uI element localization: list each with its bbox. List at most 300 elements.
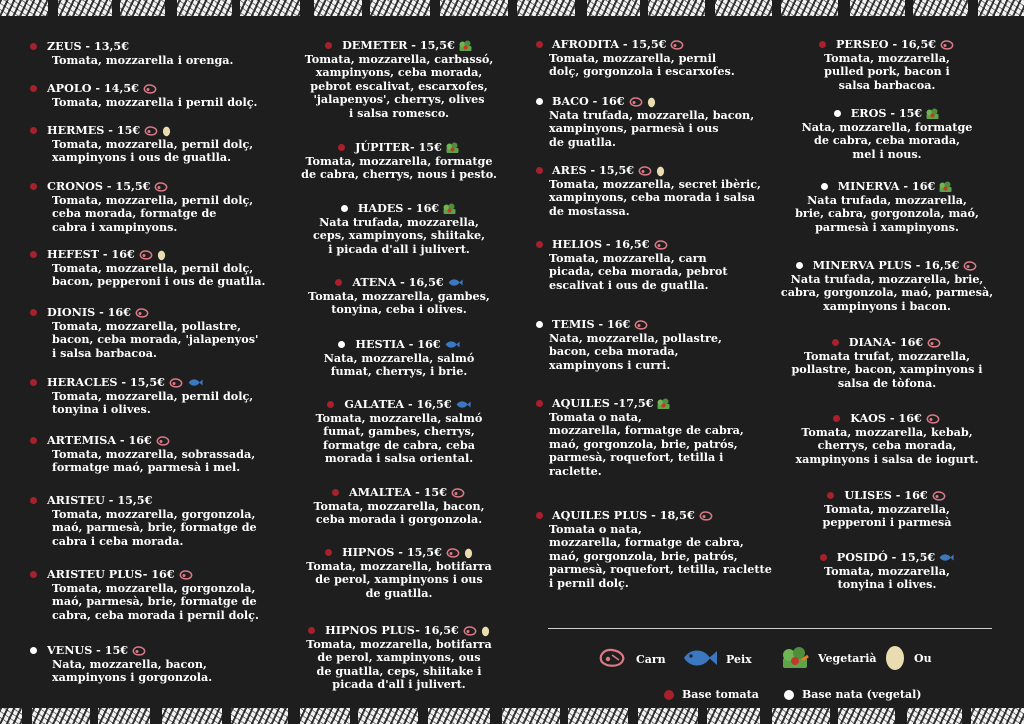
fish-icon <box>187 377 203 388</box>
description-line: de perol, xampinyons, ous <box>317 650 481 665</box>
description-line: i picada d'all i julivert. <box>328 241 470 256</box>
menu-item-description <box>284 290 514 317</box>
description-line: Tomata, mozzarella, pernil <box>549 50 717 65</box>
description-line: Tomata, mozzarella, gambes, <box>308 288 490 303</box>
menu-item-name: ARES - 15,5€ <box>552 163 635 177</box>
menu-item-description <box>770 121 1004 162</box>
description-line: Tomata, mozzarella, formatge <box>305 153 493 168</box>
menu-item-description <box>30 96 280 110</box>
cream-base-dot-icon <box>30 647 37 654</box>
description-line: Tomata, mozzarella, kebab, <box>801 424 973 439</box>
meat-icon <box>445 547 461 559</box>
menu-item <box>30 568 280 622</box>
menu-item-name: HERMES - 15€ <box>47 123 141 137</box>
menu-item-name: ARTEMISA - 16€ <box>47 433 152 447</box>
menu-item-header <box>30 124 280 138</box>
menu-item-description <box>30 658 280 685</box>
menu-item <box>284 398 514 466</box>
cream-base-dot-icon <box>834 110 841 117</box>
menu-item <box>30 180 280 234</box>
menu-item-header <box>284 624 514 638</box>
menu-item <box>770 336 1004 390</box>
description-line: pepperoni i parmesà <box>822 515 952 530</box>
menu-item <box>536 164 774 218</box>
description-line: i salsa barbacoa. <box>52 345 157 360</box>
description-line: Tomata o nata, <box>549 521 642 536</box>
description-line: Tomata, mozzarella, bacon, <box>313 498 485 513</box>
description-line: de cabra, cherrys, nous i pesto. <box>301 167 497 182</box>
description-line: maó, gorgonzola, brie, patrós, <box>549 436 738 451</box>
description-line: Nata, mozzarella, formatge <box>801 119 973 134</box>
description-line: de guatlla. <box>549 134 616 149</box>
description-line: salsa barbacoa. <box>838 77 936 92</box>
vegetables-icon <box>458 39 473 52</box>
description-line: xampinyons i gorgonzola. <box>52 670 213 685</box>
tomato-base-dot-icon <box>832 339 839 346</box>
menu-item-description <box>284 638 514 692</box>
menu-item-name: ARISTEU PLUS- 16€ <box>47 567 175 581</box>
menu-item-name: HEFEST - 16€ <box>47 247 135 261</box>
description-line: tonyina i olives. <box>52 402 151 417</box>
menu-item-description <box>770 194 1004 235</box>
menu-item-header <box>770 180 1004 194</box>
menu-item-name: ATENA - 16,5€ <box>352 275 444 289</box>
description-line: xampinyons i salsa de iogurt. <box>795 451 979 466</box>
description-line: xampinyons, ceba morada i salsa <box>549 190 755 205</box>
description-line: de guatlla, ceps, shiitake i <box>316 663 482 678</box>
menu-item-description <box>284 500 514 527</box>
tomato-base-dot-icon <box>325 42 332 49</box>
description-line: Tomata, mozzarella, salmó <box>315 410 483 425</box>
menu-item <box>536 95 774 149</box>
meat-icon <box>926 337 942 349</box>
description-line: Tomata, mozzarella, botifarra <box>306 558 492 573</box>
menu-item-header <box>30 306 280 320</box>
menu-item-header <box>536 164 774 178</box>
description-line: Tomata, mozzarella, <box>824 501 950 516</box>
menu-item-name: AQUILES PLUS - 18,5€ <box>552 508 695 522</box>
menu-item-name: HADES - 16€ <box>357 201 440 215</box>
menu-item-name: GALATEA - 16,5€ <box>344 397 452 411</box>
menu-item-header <box>30 82 280 96</box>
menu-item-name: AQUILES -17,5€ <box>552 396 654 410</box>
bottom-border-gaps <box>0 708 1024 724</box>
cream-base-dot-icon <box>796 262 803 269</box>
menu-item <box>770 551 1004 592</box>
menu-item-description <box>770 503 1004 530</box>
description-line: xampinyons i bacon. <box>823 298 951 313</box>
legend-cream-base-label: Base nata (vegetal) <box>802 688 922 701</box>
menu-item-description <box>284 216 514 257</box>
description-line: maó, parmesà, brie, formatge de <box>52 594 257 609</box>
description-line: maó, parmesà, brie, formatge de <box>52 520 257 535</box>
description-line: cabra i xampinyons. <box>52 219 178 234</box>
tomato-base-dot-icon <box>819 41 826 48</box>
description-line: Nata trufada, mozzarella, <box>319 214 479 229</box>
description-line: Tomata, mozzarella i pernil dolç. <box>52 94 258 109</box>
menu-item-name: PERSEO - 16,5€ <box>835 37 937 51</box>
description-line: de perol, xampinyons i ous <box>315 572 483 587</box>
description-line: bacon, ceba morada, 'jalapenyos' <box>52 332 259 347</box>
menu-item-name: MINERVA PLUS - 16,5€ <box>812 258 960 272</box>
menu-item <box>770 412 1004 466</box>
menu-item-name: CRONOS - 15,5€ <box>47 179 151 193</box>
description-line: formatge de cabra, ceba <box>323 437 475 452</box>
description-line: Tomata, mozzarella, pernil dolç, <box>52 136 254 151</box>
menu-item-header <box>284 486 514 500</box>
menu-item-name: JÚPITER- 15€ <box>355 140 442 154</box>
description-line: Tomata, mozzarella, <box>824 50 950 65</box>
menu-item-name: AFRODITA - 15,5€ <box>552 37 667 51</box>
description-line: Tomata, mozzarella, secret ibèric, <box>549 176 761 191</box>
description-line: Tomata, mozzarella, gorgonzola, <box>52 506 256 521</box>
description-line: Tomata, mozzarella, carn <box>549 250 707 265</box>
description-line: Tomata o nata, <box>549 409 642 424</box>
tomato-base-dot-icon <box>308 627 315 634</box>
description-line: bacon, ceba morada, <box>549 344 679 359</box>
menu-item <box>30 644 280 685</box>
menu-item <box>284 486 514 527</box>
menu-item-name: VENUS - 15€ <box>47 643 129 657</box>
menu-item-description <box>284 412 514 466</box>
menu-item <box>536 38 774 79</box>
menu-item-name: HELIOS - 16,5€ <box>552 237 650 251</box>
menu-item-header <box>770 38 1004 52</box>
legend-fish <box>680 646 752 673</box>
menu-item <box>30 306 280 360</box>
menu-item-header <box>30 376 280 390</box>
legend-tomato-base-label: Base tomata <box>682 688 759 701</box>
egg-icon <box>481 625 490 637</box>
legend-fish-label: Peix <box>726 653 752 666</box>
description-line: cabra, gorgonzola, maó, parmesà, <box>780 285 994 300</box>
description-line: xampinyons, ceba morada, <box>315 65 483 80</box>
legend-egg <box>884 642 932 675</box>
menu-item-header <box>284 338 514 352</box>
description-line: cabra i ceba morada. <box>52 533 184 548</box>
menu-item-header <box>284 202 514 216</box>
menu-item <box>30 124 280 165</box>
menu-item-name: HIPNOS PLUS- 16,5€ <box>325 623 459 637</box>
legend-meat <box>596 646 666 673</box>
menu-item-name: HERACLES - 15,5€ <box>47 375 165 389</box>
menu-item <box>30 434 280 475</box>
meat-icon <box>155 435 171 447</box>
menu-item-name: BACO - 16€ <box>552 94 625 108</box>
meat-icon <box>939 39 955 51</box>
egg-icon <box>656 165 665 177</box>
menu-item-name: ARISTEU - 15,5€ <box>47 493 153 507</box>
description-line: fumat, gambes, cherrys, <box>323 424 475 439</box>
description-line: xampinyons i curri. <box>549 357 671 372</box>
description-line: Tomata trufat, mozzarella, <box>803 348 971 363</box>
meat-icon <box>669 39 685 51</box>
menu-item <box>30 40 280 67</box>
menu-item <box>284 624 514 692</box>
meat-icon <box>134 307 150 319</box>
menu-item-header <box>30 434 280 448</box>
menu-item-description <box>30 320 280 361</box>
description-line: Nata trufada, mozzarella, brie, <box>790 271 984 286</box>
description-line: ceps, xampinyons, shiitake, <box>312 228 486 243</box>
menu-item-description <box>770 350 1004 391</box>
description-line: cherrys, ceba morada, <box>817 438 957 453</box>
menu-item <box>770 259 1004 313</box>
description-line: mozzarella, formatge de cabra, <box>549 535 744 550</box>
menu-item <box>284 202 514 256</box>
description-line: tonyina, ceba i olives. <box>331 302 467 317</box>
tomato-base-dot-icon <box>536 41 543 48</box>
tomato-base-dot-icon <box>30 379 37 386</box>
fish-icon <box>938 552 954 563</box>
menu-item-header <box>536 397 774 411</box>
menu-item <box>284 338 514 379</box>
tomato-base-dot-icon <box>820 554 827 561</box>
menu-item-header <box>536 38 774 52</box>
cream-base-dot-icon <box>784 690 794 700</box>
description-line: fumat, cherrys, i brie. <box>330 364 468 379</box>
menu-item <box>30 494 280 548</box>
tomato-base-dot-icon <box>335 279 342 286</box>
meat-icon <box>931 490 947 502</box>
menu-item-description <box>284 560 514 601</box>
description-line: i salsa romesco. <box>349 105 449 120</box>
description-line: Nata trufada, mozzarella, bacon, <box>549 107 755 122</box>
vegetables-icon <box>442 202 457 215</box>
meat-icon <box>628 96 644 108</box>
menu-item-name: TEMIS - 16€ <box>552 317 631 331</box>
menu-item <box>536 238 774 292</box>
vegetables-icon <box>445 141 460 154</box>
description-line: cabra, ceba morada i pernil dolç. <box>52 607 259 622</box>
legend-tomato-base <box>664 688 759 701</box>
description-line: Nata, mozzarella, pollastre, <box>549 330 722 345</box>
egg-icon <box>464 547 473 559</box>
menu-item-header <box>770 336 1004 350</box>
meat-icon <box>178 569 194 581</box>
description-line: de mostassa. <box>549 203 630 218</box>
fish-icon <box>680 646 718 673</box>
description-line: mozzarella, formatge de cabra, <box>549 423 744 438</box>
description-line: xampinyons i ous de guatlla. <box>52 150 232 165</box>
menu-item-header <box>770 107 1004 121</box>
menu-item-description <box>770 273 1004 314</box>
fish-icon <box>444 339 460 350</box>
description-line: maó, gorgonzola, brie, patrós, <box>549 548 738 563</box>
menu-item <box>30 376 280 417</box>
description-line: pollastre, bacon, xampinyons i <box>791 362 983 377</box>
description-line: Nata, mozzarella, salmó <box>323 350 475 365</box>
tomato-base-dot-icon <box>833 415 840 422</box>
meat-icon <box>142 83 158 95</box>
menu-item-header <box>536 238 774 252</box>
menu-item-name: DIONIS - 16€ <box>47 305 132 319</box>
description-line: i pernil dolç. <box>549 575 629 590</box>
description-line: Tomata, mozzarella, carbassó, <box>304 51 494 66</box>
description-line: ceba morada i gorgonzola. <box>315 512 483 527</box>
vegetables-icon <box>780 644 810 673</box>
description-line: Tomata, mozzarella, sobrassada, <box>52 446 256 461</box>
description-line: Tomata, mozzarella, <box>824 563 950 578</box>
menu-item-name: KAOS - 16€ <box>850 411 922 425</box>
meat-icon <box>637 165 653 177</box>
description-line: picada, ceba morada, pebrot <box>549 264 728 279</box>
menu-item <box>30 82 280 109</box>
description-line: pulled pork, bacon i <box>824 64 950 79</box>
tomato-base-dot-icon <box>30 85 37 92</box>
egg-icon <box>157 249 166 261</box>
description-line: parmesà i xampinyons. <box>815 219 959 234</box>
menu-item-description <box>284 352 514 379</box>
menu-item-header <box>770 259 1004 273</box>
menu-item-description <box>30 390 280 417</box>
menu-item-description <box>284 53 514 121</box>
description-line: parmesà, roquefort, tetilla i <box>549 450 724 465</box>
menu-item-header <box>284 546 514 560</box>
description-line: de guatlla. <box>365 585 433 600</box>
menu-item <box>30 248 280 289</box>
description-line: Tomata, mozzarella, pernil dolç, <box>52 388 254 403</box>
menu-item-description <box>536 332 774 373</box>
egg-icon <box>647 96 656 108</box>
tomato-base-dot-icon <box>30 251 37 258</box>
top-border-gaps <box>0 0 1024 16</box>
menu-item-header <box>30 248 280 262</box>
description-line: salsa de tòfona. <box>837 375 937 390</box>
menu-item-header <box>770 412 1004 426</box>
cream-base-dot-icon <box>821 183 828 190</box>
menu-item-description <box>30 138 280 165</box>
tomato-base-dot-icon <box>536 400 543 407</box>
meat-icon <box>925 413 941 425</box>
menu-item-description <box>30 582 280 623</box>
menu-item-description <box>536 178 774 219</box>
menu-item-header <box>536 95 774 109</box>
menu-item-header <box>284 398 514 412</box>
description-line: xampinyons, parmesà i ous <box>549 121 719 136</box>
description-line: Tomata, mozzarella i orenga. <box>52 52 234 67</box>
menu-item-header <box>284 276 514 290</box>
menu-item-description <box>536 252 774 293</box>
description-line: escalivat i ous de guatlla. <box>549 277 709 292</box>
menu-item-description <box>536 411 774 479</box>
description-line: ceba morada, formatge de <box>52 206 217 221</box>
meat-icon <box>962 260 978 272</box>
menu-item <box>536 509 774 591</box>
tomato-base-dot-icon <box>536 241 543 248</box>
meat-icon <box>131 645 147 657</box>
cream-base-dot-icon <box>338 341 345 348</box>
description-line: de cabra, ceba morada, <box>814 133 960 148</box>
menu-item-header <box>30 644 280 658</box>
tomato-base-dot-icon <box>536 167 543 174</box>
menu-item-header <box>30 568 280 582</box>
menu-item-name: HIPNOS - 15,5€ <box>342 545 442 559</box>
meat-icon <box>143 125 159 137</box>
tomato-base-dot-icon <box>327 401 334 408</box>
menu-item-description <box>536 523 774 591</box>
menu-item-name: POSIDÓ - 15,5€ <box>836 550 936 564</box>
meat-icon <box>168 377 184 389</box>
tomato-base-dot-icon <box>325 549 332 556</box>
menu-item-header <box>770 489 1004 503</box>
legend-egg-label: Ou <box>914 652 932 665</box>
description-line: Tomata, mozzarella, botifarra <box>306 636 492 651</box>
menu-item <box>536 397 774 479</box>
menu-item-header <box>30 494 280 508</box>
menu-item <box>284 141 514 182</box>
fish-icon <box>455 399 471 410</box>
menu-item <box>284 39 514 121</box>
fish-icon <box>447 277 463 288</box>
description-line: Tomata, mozzarella, gorgonzola, <box>52 580 256 595</box>
legend-vegetarian-label: Vegetarià <box>818 652 877 665</box>
menu-item <box>770 38 1004 92</box>
tomato-base-dot-icon <box>30 43 37 50</box>
meat-icon <box>462 625 478 637</box>
menu-item-description <box>30 262 280 289</box>
menu-item <box>770 489 1004 530</box>
description-line: picada d'all i julivert. <box>332 677 466 692</box>
menu-item-header <box>30 40 280 54</box>
cream-base-dot-icon <box>536 321 543 328</box>
menu-item-header <box>30 180 280 194</box>
menu-item-name: APOLO - 14,5€ <box>47 81 139 95</box>
description-line: Tomata, mozzarella, pernil dolç, <box>52 192 254 207</box>
meat-icon <box>138 249 154 261</box>
tomato-base-dot-icon <box>536 512 543 519</box>
tomato-base-dot-icon <box>332 489 339 496</box>
menu-item-description <box>536 52 774 79</box>
menu-item-description <box>770 426 1004 467</box>
description-line: pebrot escalivat, escarxofes, <box>310 78 488 93</box>
description-line: tonyina i olives. <box>837 577 937 592</box>
menu-item-description <box>30 508 280 549</box>
tomato-base-dot-icon <box>664 690 674 700</box>
tomato-base-dot-icon <box>338 144 345 151</box>
meat-icon <box>633 319 649 331</box>
vegetables-icon <box>925 107 940 120</box>
vegetables-icon <box>938 180 953 193</box>
menu-item <box>770 180 1004 234</box>
description-line: Nata trufada, mozzarella, <box>807 192 967 207</box>
description-line: Tomata, mozzarella, pernil dolç, <box>52 260 254 275</box>
menu-item-name: MINERVA - 16€ <box>837 179 936 193</box>
tomato-base-dot-icon <box>30 437 37 444</box>
cream-base-dot-icon <box>536 98 543 105</box>
menu-item-name: DIANA- 16€ <box>848 335 924 349</box>
menu-item-description <box>770 565 1004 592</box>
description-line: mel i nous. <box>852 146 922 161</box>
description-line: morada i salsa oriental. <box>324 451 474 466</box>
meat-icon <box>596 646 628 673</box>
menu-item-header <box>536 318 774 332</box>
cream-base-dot-icon <box>341 205 348 212</box>
vegetables-icon <box>656 397 671 410</box>
egg-icon <box>162 125 171 137</box>
menu-item-name: ULISES - 16€ <box>844 488 928 502</box>
menu-item-description <box>284 155 514 182</box>
meat-icon <box>653 239 669 251</box>
legend-meat-label: Carn <box>636 653 666 666</box>
description-line: brie, cabra, gorgonzola, maó, <box>795 206 979 221</box>
description-line: Nata, mozzarella, bacon, <box>52 656 207 671</box>
tomato-base-dot-icon <box>30 183 37 190</box>
menu-item-name: DEMETER - 15,5€ <box>342 38 455 52</box>
tomato-base-dot-icon <box>30 127 37 134</box>
menu-item-header <box>284 39 514 53</box>
legend-divider <box>548 628 992 629</box>
